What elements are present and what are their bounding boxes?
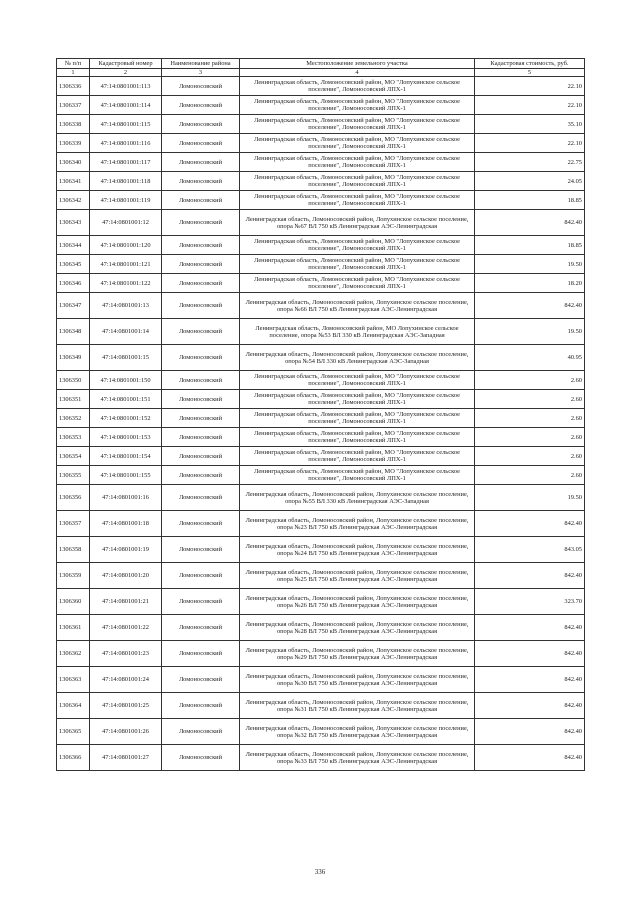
district-name: Ломоносовский [162,615,240,641]
district-name: Ломоносовский [162,210,240,236]
row-number: 1306345 [57,255,90,274]
cadastral-number: 47:14:0801001:113 [90,77,162,96]
cadastral-value-table [56,58,585,771]
row-number: 1306343 [57,210,90,236]
cadastral-number: 47:14:0801001:153 [90,428,162,447]
row-number: 1306353 [57,428,90,447]
land-location: Ленинградская область, Ломоносовский район, МО Лопухинское сельское поселение, опора №53 ВЛ 330 кВ Ленинградская АЭС-Западная [240,319,475,345]
cadastral-value: 18.85 [475,236,585,255]
cadastral-number: 47:14:0801001:12 [90,210,162,236]
cadastral-value: 2.60 [475,371,585,390]
land-location: Ленинградская область, Ломоносовский район, МО "Лопухинское сельское поселение", Ломоносовский ЛПХ-1 [240,255,475,274]
column-index: 5 [475,69,585,77]
cadastral-value: 19.50 [475,255,585,274]
land-location: Ленинградская область, Ломоносовский район, МО "Лопухинское сельское поселение", Ломоносовский ЛПХ-1 [240,191,475,210]
cadastral-number: 47:14:0801001:119 [90,191,162,210]
land-location: Ленинградская область, Ломоносовский район, Лопухинское сельское поселение, опора №54 ВЛ 330 кВ Ленинградская АЭС-Западная [240,345,475,371]
district-name: Ломоносовский [162,236,240,255]
table-row [57,236,585,255]
table-row [57,563,585,589]
table-row [57,485,585,511]
table-row [57,153,585,172]
table-row [57,172,585,191]
table-row [57,274,585,293]
cadastral-number: 47:14:0801001:152 [90,409,162,428]
table-row [57,77,585,96]
cadastral-number: 47:14:0801001:150 [90,371,162,390]
row-number: 1306355 [57,466,90,485]
cadastral-number: 47:14:0801001:122 [90,274,162,293]
district-name: Ломоносовский [162,537,240,563]
district-name: Ломоносовский [162,589,240,615]
district-name: Ломоносовский [162,511,240,537]
district-name: Ломоносовский [162,96,240,115]
land-location: Ленинградская область, Ломоносовский район, МО "Лопухинское сельское поселение", Ломоносовский ЛПХ-1 [240,371,475,390]
district-name: Ломоносовский [162,371,240,390]
row-number: 1306339 [57,134,90,153]
cadastral-number: 47:14:0801001:18 [90,511,162,537]
cadastral-value: 842.40 [475,745,585,771]
table-row [57,447,585,466]
cadastral-number: 47:14:0801001:22 [90,615,162,641]
table-column-index-row [57,69,585,77]
row-number: 1306341 [57,172,90,191]
land-location: Ленинградская область, Ломоносовский район, МО "Лопухинское сельское поселение", Ломоносовский ЛПХ-1 [240,153,475,172]
cadastral-value: 22.75 [475,153,585,172]
cadastral-number: 47:14:0801001:121 [90,255,162,274]
cadastral-value: 842.40 [475,641,585,667]
cadastral-number: 47:14:0801001:155 [90,466,162,485]
district-name: Ломоносовский [162,77,240,96]
cadastral-value: 19.50 [475,319,585,345]
land-location: Ленинградская область, Ломоносовский район, МО "Лопухинское сельское поселение", Ломоносовский ЛПХ-1 [240,274,475,293]
table-row [57,589,585,615]
land-location: Ленинградская область, Ломоносовский район, Лопухинское сельское поселение, опора №24 ВЛ 750 кВ Ленинградская АЭС-Ленинградская [240,537,475,563]
cadastral-value: 323.70 [475,589,585,615]
table-row [57,345,585,371]
cadastral-value: 22.10 [475,96,585,115]
land-location: Ленинградская область, Ломоносовский район, МО "Лопухинское сельское поселение", Ломоносовский ЛПХ-1 [240,409,475,428]
cadastral-value: 2.60 [475,447,585,466]
table-row [57,134,585,153]
district-name: Ломоносовский [162,345,240,371]
cadastral-value: 842.40 [475,667,585,693]
district-name: Ломоносовский [162,255,240,274]
row-number: 1306363 [57,667,90,693]
cadastral-number: 47:14:0801001:23 [90,641,162,667]
table-row [57,115,585,134]
table-row [57,255,585,274]
cadastral-number: 47:14:0801001:16 [90,485,162,511]
cadastral-number: 47:14:0801001:24 [90,667,162,693]
cadastral-value: 22.10 [475,77,585,96]
cadastral-number: 47:14:0801001:13 [90,293,162,319]
district-name: Ломоносовский [162,191,240,210]
cadastral-number: 47:14:0801001:154 [90,447,162,466]
header-cadastral-number: Кадастровый номер [90,59,162,69]
cadastral-number: 47:14:0801001:14 [90,319,162,345]
cadastral-number: 47:14:0801001:120 [90,236,162,255]
cadastral-value: 2.60 [475,390,585,409]
cadastral-number: 47:14:0801001:115 [90,115,162,134]
column-index: 1 [57,69,90,77]
cadastral-number: 47:14:0801001:118 [90,172,162,191]
cadastral-number: 47:14:0801001:25 [90,693,162,719]
land-location: Ленинградская область, Ломоносовский район, Лопухинское сельское поселение, опора №32 ВЛ 750 кВ Ленинградская АЭС-Ленинградская [240,719,475,745]
land-location: Ленинградская область, Ломоносовский район, МО "Лопухинское сельское поселение", Ломоносовский ЛПХ-1 [240,134,475,153]
row-number: 1306356 [57,485,90,511]
cadastral-value: 2.60 [475,409,585,428]
row-number: 1306344 [57,236,90,255]
header-district: Наименование района [162,59,240,69]
land-location: Ленинградская область, Ломоносовский район, МО "Лопухинское сельское поселение", Ломоносовский ЛПХ-1 [240,96,475,115]
table-row [57,371,585,390]
table-row [57,428,585,447]
table-row [57,511,585,537]
cadastral-number: 47:14:0801001:151 [90,390,162,409]
district-name: Ломоносовский [162,153,240,172]
district-name: Ломоносовский [162,641,240,667]
row-number: 1306338 [57,115,90,134]
row-number: 1306349 [57,345,90,371]
land-location: Ленинградская область, Ломоносовский район, Лопухинское сельское поселение, опора №30 ВЛ 750 кВ Ленинградская АЭС-Ленинградская [240,667,475,693]
table-row [57,293,585,319]
cadastral-number: 47:14:0801001:116 [90,134,162,153]
row-number: 1306361 [57,615,90,641]
table-row [57,745,585,771]
table-row [57,191,585,210]
table-row [57,210,585,236]
cadastral-value: 842.40 [475,293,585,319]
district-name: Ломоносовский [162,172,240,191]
column-index: 4 [240,69,475,77]
table-row [57,719,585,745]
row-number: 1306347 [57,293,90,319]
district-name: Ломоносовский [162,447,240,466]
cadastral-number: 47:14:0801001:19 [90,537,162,563]
land-location: Ленинградская область, Ломоносовский район, Лопухинское сельское поселение, опора №28 ВЛ 750 кВ Ленинградская АЭС-Ленинградская [240,615,475,641]
land-location: Ленинградская область, Ломоносовский район, Лопухинское сельское поселение, опора №67 ВЛ 750 кВ Ленинградская АЭС-Ленинградская [240,210,475,236]
row-number: 1306359 [57,563,90,589]
row-number: 1306346 [57,274,90,293]
district-name: Ломоносовский [162,409,240,428]
district-name: Ломоносовский [162,274,240,293]
table-row [57,641,585,667]
cadastral-value: 35.10 [475,115,585,134]
page-number: 336 [314,868,326,876]
row-number: 1306350 [57,371,90,390]
header-location: Местоположение земельного участка [240,59,475,69]
land-location: Ленинградская область, Ломоносовский район, Лопухинское сельское поселение, опора №33 ВЛ 750 кВ Ленинградская АЭС-Ленинградская [240,745,475,771]
district-name: Ломоносовский [162,563,240,589]
land-location: Ленинградская область, Ломоносовский район, Лопухинское сельское поселение, опора №26 ВЛ 750 кВ Ленинградская АЭС-Ленинградская [240,589,475,615]
cadastral-value: 842.40 [475,563,585,589]
row-number: 1306360 [57,589,90,615]
land-location: Ленинградская область, Ломоносовский район, Лопухинское сельское поселение, опора №31 ВЛ 750 кВ Ленинградская АЭС-Ленинградская [240,693,475,719]
cadastral-number: 47:14:0801001:15 [90,345,162,371]
cadastral-value: 24.05 [475,172,585,191]
district-name: Ломоносовский [162,390,240,409]
row-number: 1306337 [57,96,90,115]
row-number: 1306340 [57,153,90,172]
table-row [57,96,585,115]
header-number: № п/п [57,59,90,69]
cadastral-value: 842.40 [475,511,585,537]
district-name: Ломоносовский [162,134,240,153]
row-number: 1306365 [57,719,90,745]
cadastral-value: 2.60 [475,428,585,447]
land-location: Ленинградская область, Ломоносовский район, МО "Лопухинское сельское поселение", Ломоносовский ЛПХ-1 [240,447,475,466]
district-name: Ломоносовский [162,466,240,485]
district-name: Ломоносовский [162,319,240,345]
cadastral-number: 47:14:0801001:27 [90,745,162,771]
land-location: Ленинградская область, Ломоносовский район, МО "Лопухинское сельское поселение", Ломоносовский ЛПХ-1 [240,77,475,96]
cadastral-value: 40.95 [475,345,585,371]
table-row [57,466,585,485]
cadastral-value: 2.60 [475,466,585,485]
land-location: Ленинградская область, Ломоносовский район, МО "Лопухинское сельское поселение", Ломоносовский ЛПХ-1 [240,236,475,255]
cadastral-value: 842.40 [475,719,585,745]
cadastral-value: 842.40 [475,693,585,719]
land-location: Ленинградская область, Ломоносовский район, МО "Лопухинское сельское поселение", Ломоносовский ЛПХ-1 [240,172,475,191]
row-number: 1306357 [57,511,90,537]
table-header-row [57,59,585,69]
cadastral-value: 842.40 [475,615,585,641]
district-name: Ломоносовский [162,667,240,693]
row-number: 1306336 [57,77,90,96]
table-row [57,319,585,345]
table-row [57,390,585,409]
row-number: 1306342 [57,191,90,210]
row-number: 1306366 [57,745,90,771]
district-name: Ломоносовский [162,115,240,134]
cadastral-number: 47:14:0801001:26 [90,719,162,745]
cadastral-value: 22.10 [475,134,585,153]
cadastral-value: 842.40 [475,210,585,236]
table-row [57,537,585,563]
cadastral-number: 47:14:0801001:114 [90,96,162,115]
land-location: Ленинградская область, Ломоносовский район, Лопухинское сельское поселение, опора №66 ВЛ 750 кВ Ленинградская АЭС-Ленинградская [240,293,475,319]
cadastral-value: 19.50 [475,485,585,511]
land-location: Ленинградская область, Ломоносовский район, МО "Лопухинское сельское поселение", Ломоносовский ЛПХ-1 [240,390,475,409]
land-location: Ленинградская область, Ломоносовский район, Лопухинское сельское поселение, опора №25 ВЛ 750 кВ Ленинградская АЭС-Ленинградская [240,563,475,589]
district-name: Ломоносовский [162,293,240,319]
cadastral-value: 843.05 [475,537,585,563]
row-number: 1306362 [57,641,90,667]
row-number: 1306348 [57,319,90,345]
cadastral-number: 47:14:0801001:117 [90,153,162,172]
district-name: Ломоносовский [162,693,240,719]
row-number: 1306352 [57,409,90,428]
land-location: Ленинградская область, Ломоносовский район, МО "Лопухинское сельское поселение", Ломоносовский ЛПХ-1 [240,466,475,485]
row-number: 1306364 [57,693,90,719]
row-number: 1306351 [57,390,90,409]
cadastral-number: 47:14:0801001:20 [90,563,162,589]
row-number: 1306354 [57,447,90,466]
cadastral-value: 18.20 [475,274,585,293]
district-name: Ломоносовский [162,719,240,745]
land-location: Ленинградская область, Ломоносовский район, Лопухинское сельское поселение, опора №29 ВЛ 750 кВ Ленинградская АЭС-Ленинградская [240,641,475,667]
cadastral-number: 47:14:0801001:21 [90,589,162,615]
district-name: Ломоносовский [162,428,240,447]
row-number: 1306358 [57,537,90,563]
header-cadastral-value: Кадастровая стоимость, руб. [475,59,585,69]
column-index: 2 [90,69,162,77]
land-location: Ленинградская область, Ломоносовский район, Лопухинское сельское поселение, опора №55 ВЛ 330 кВ Ленинградская АЭС-Западная [240,485,475,511]
land-location: Ленинградская область, Ломоносовский район, Лопухинское сельское поселение, опора №23 ВЛ 750 кВ Ленинградская АЭС-Ленинградская [240,511,475,537]
land-location: Ленинградская область, Ломоносовский район, МО "Лопухинское сельское поселение", Ломоносовский ЛПХ-1 [240,115,475,134]
cadastral-value: 18.85 [475,191,585,210]
column-index: 3 [162,69,240,77]
district-name: Ломоносовский [162,745,240,771]
table-row [57,409,585,428]
table-row [57,615,585,641]
land-location: Ленинградская область, Ломоносовский район, МО "Лопухинское сельское поселение", Ломоносовский ЛПХ-1 [240,428,475,447]
table-row [57,693,585,719]
table-body [57,77,585,771]
table-row [57,667,585,693]
district-name: Ломоносовский [162,485,240,511]
